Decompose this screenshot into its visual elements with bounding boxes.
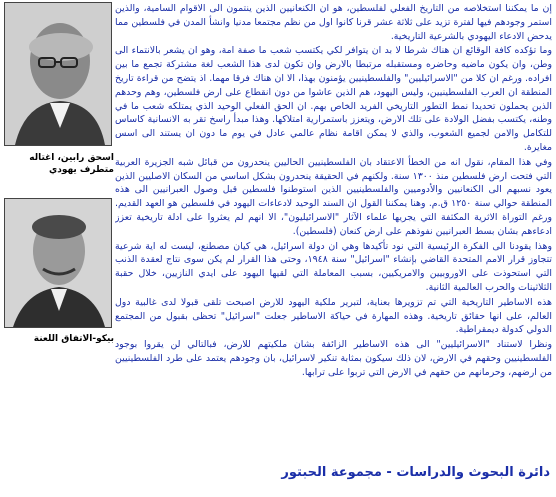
- portrait-photo-picot: [4, 198, 112, 328]
- paragraph-2: وما تؤكده كافة الوقائع ان هناك شرطا لا بد ان يتوافر لكي يكتسب شعب ما صفة امة، وهو ان يشعر بالانتماء الى وطن، وان يكون ماضيه وحاضره ومستقبله مرتبطا بالارض وان تكون لدى هذا الشعب لغة مشتركة تجمع ما بين افراده. ورغم ان كلا من "الاسرائيليين" والفلسطينيين يؤمنون بهذا، الا ان هناك فرقا مهما. اذ يتضح من قراءة تاريخ المنطقة ان العرب الفلسطينيين، وليس اليهود، هم الذين عاشوا من دون انقطاع على ارض فلسطين، وهم وحدهم الذين يحملون تحديدا نمط التطور التاريخي الفريد الخاص بهم. ان الحق الفعلي الوحيد الذي يمتلكه شعب ما في وطنه، يكتسب بفضل الولادة على تلك الارض، ويتعزز باستمرارية امتلاكها. وهذا مبدأ راسخ تقر به الانسانية كاساس للتكامل والامن لجميع الشعوب، والذي لا يمكن اقامة نظام عالمي عادل في يوم ما دون ان يستند الى اسس مغايرة.: [115, 45, 552, 153]
- footer-source: دائرة البحوث والدراسات - مجموعة الحبتور: [281, 465, 550, 480]
- photo-caption-rabin: اسحق رابين، اغتاله متطرف يهودي: [29, 153, 114, 175]
- paragraph-5: هذه الاساطير التاريخية التي تم تزويرها بعناية، لتبرير ملكية اليهود للارض اصبحت تلقى قبولا لدى غالبية دول العالم، على انها حقائق تاريخية. وهذه المهارة في حياكة الاساطير جعلت "اسرائيل" تحظى بقبول من المجتمع الدولي كدولة ديمقراطية.: [115, 296, 552, 336]
- paragraph-6: ونظرا لاستناد "الاسرائيليين" الى هذه الاساطير الزائفة بشان ملكيتهم للارض، فبالتالي لن يقروا بوجود الفلسطينيين وحقهم في الارض، لان ذلك سيكون بمثابة تنكير لاسرائيل، بان وجودهم يعتمد على طرد الفلسطينيين من ارضهم، وحرمانهم من حقهم في الارض التي تربوا على ترابها.: [115, 339, 552, 378]
- article-body: [115, 2, 552, 457]
- photo-caption-picot: بيكو-الاتفاق اللعنة: [33, 334, 114, 344]
- portrait-photo-rabin: [4, 2, 112, 146]
- portrait-rabin-image: [5, 3, 111, 145]
- paragraph-1: إن ما يمكننا استخلاصه من التاريخ الفعلي لفلسطين، هو ان الكنعانيين الذين ينتمون الى الاقوام السامية، والذين استمر وجودهم فيها لفترة تزيد على ثلاثة عشر قرنا كانوا اول من نظم مجتمعا مدنيا وانشأ المدن في فلسطين مما يدحض الادعاء اليهودي بالشرعية التاريخية.: [115, 3, 552, 42]
- paragraph-3: وفي هذا المقام، نقول انه من الخطأ الاعتقاد بان الفلسطينيين الحاليين ينحدرون من قبائل شبه الجزيرة العربية التي فتحت ارض فلسطين منذ ١٣٠٠ سنة. ولكنهم في الحقيقة ينحدرون بشكل اساسي من السكان الاصليين الذين يعود نسبهم الى الكنعانيين والأدوميين والفلسطينيين الذين استوطنوا فلسطين قبل وصول العبرانيين الى هذه المنطقة حوالي سنة ١٢٥٠ ق.م. وهنا يمكننا القول ان السند الوحيد لادعاءات اليهود في فلسطين هو العهد القديم. ورغم التوراة الاثرية المكثفة التي يجريها علماء الآثار "الاسرائيليون"، الا انهم لم يعثروا على ادلة تاريخية تعزز ادعاءهم بشان بسط العبرانيين نفوذهم على ارض كنعان (فلسطين).: [115, 156, 552, 237]
- paragraph-4: وهذا يقودنا الى الفكرة الرئيسية التي نود تأكيدها وهي ان دولة اسرائيل، هي كيان مصطنع، ليست له اية شرعية تتجاوز قرار الامم المتحدة القاضي بإنشاء "اسرائيل" سنة ١٩٤٨، وحتى هذا القرار لم يكن سوى نتاج لعقدة الذنب التي استحوذت على الاوروبيين والامريكيين، بسبب المعاملة التي لقيها اليهود على ايدي النازيين، خلال حقبة الثلاثينات والحرب العالمية الثانية.: [115, 240, 552, 293]
- portrait-picot-image: [5, 199, 111, 327]
